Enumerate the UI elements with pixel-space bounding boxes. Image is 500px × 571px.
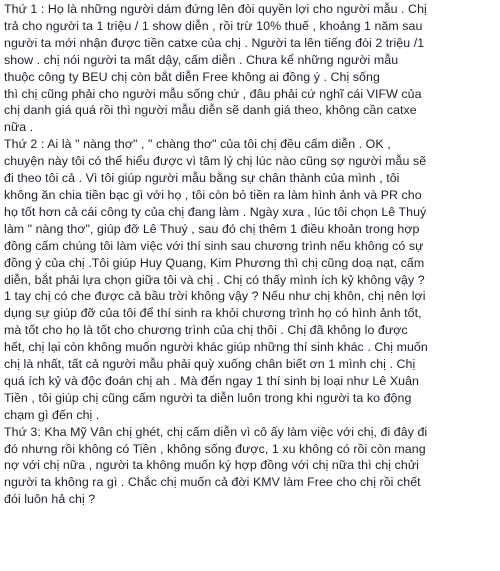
post-line: đồng ý của chị .Tôi giúp Huy Quang, Kim Phương thì chị cũng doạ nạt, cấm (4, 255, 425, 270)
post-line: thuộc công ty BEU chị còn bắt diễn Free không ai đồng ý . Chị sống (4, 69, 380, 84)
post-line: Thứ 3: Kha Mỹ Vân chị ghét, chị cấm diễn vì cô ấy làm việc với chị, đi đây đi (4, 424, 428, 439)
post-line: đói luôn hả chị ? (4, 492, 96, 507)
post-line: trả cho người ta 1 triệu / 1 show diễn , rồi trừ 10% thuế , khoảng 1 năm sau (4, 18, 423, 33)
post-line: Thứ 1 : Họ là những người dám đứng lên đòi quyền lợi cho người mẫu . Chị (4, 2, 427, 16)
post-line: chuyện này tôi có thể hiểu được vì tâm lý chị lúc nào cũng sợ người mẫu sẽ (4, 154, 427, 169)
post-line: làm " nàng thơ", giúp đỡ Lê Thuý , sau đó chị thêm 1 điều khoản trong hợp (4, 221, 420, 236)
post-line: người ta mới nhận được tiền catxe của chị . Người ta lên tiếng đòi 2 triệu /1 (4, 35, 425, 50)
post-line: đồng cấm chúng tôi làm việc với thí sinh sau chương trình nếu không có sự (4, 238, 424, 253)
post-line: nữa . (4, 120, 34, 135)
post-line: nợ với chị nữa , người ta không muốn ký hợp đồng với chị nữa thì chị chửi (4, 458, 419, 473)
post-line: thì chị cũng phải cho người mẫu sống chứ , đâu phải cứ nghĩ cái VIFW của (4, 86, 422, 101)
post-line: họ tốt hơn cả cái công ty của chị đang làm . Ngày xưa , lúc tôi chọn Lê Thuý (4, 204, 427, 219)
post-line: diễn, bắt phải lựa chọn giữa tôi và chị . Chị có thấy mình ích kỷ không vậy ? (4, 272, 425, 287)
post-line: chị danh giá quá rồi thì người mẫu diễn sẽ danh giá theo, không cần catxe (4, 103, 417, 118)
post-line: quá ích kỷ và độc đoán chị ah . Mà đến ngay 1 thí sinh bị loại như Lê Xuân (4, 373, 420, 388)
post-line: Tiền , tôi giúp chị cũng cấm người ta diễn luôn trong khi người ta ko động (4, 390, 412, 405)
post-line: chị là nhất, tất cả người mẫu phải quỳ xuống chân biết ơn 1 mình chị . Chị (4, 357, 416, 372)
post-line: mà tốt cho họ là tốt cho chương trình của chị thôi . Chị đã không lo được (4, 323, 408, 338)
post-line: chạm gì đến chị . (4, 407, 100, 422)
post-line: người ta không ra gì . Chắc chị muốn cả đời KMV làm Free cho chị rồi chết (4, 475, 421, 490)
post-line: hết, chị lại còn không muốn người khác giúp những thí sinh khác . Chị muốn (4, 340, 428, 355)
post-line: show . chị nói người ta mất dậy, cấm diễn . Chưa kể những người mẫu (4, 52, 399, 67)
post-line: Thứ 2 : Ai là " nàng thơ" , " chàng thơ" của tôi chị đều cấm diễn . OK , (4, 137, 391, 152)
post-line: dụng sự giúp đỡ của tôi để thí sinh ra khỏi chương trình họ có hình ảnh tốt, (4, 306, 422, 321)
post-line: không ăn chia tiền bạc gì với họ , tôi còn bỏ tiền ra làm hình ảnh và PR cho (4, 187, 422, 202)
post-line: 1 tay chị có che được cả bầu trời không vậy ? Nếu như chị khôn, chị nên lợi (4, 289, 426, 304)
post-line: đi theo tôi cả . Vì tôi giúp người mẫu bằng sự chân thành của mình , tôi (4, 171, 400, 186)
post-line: đó nhưng rồi không có Tiền , không sống được, 1 xu không có rồi còn mang (4, 441, 426, 456)
